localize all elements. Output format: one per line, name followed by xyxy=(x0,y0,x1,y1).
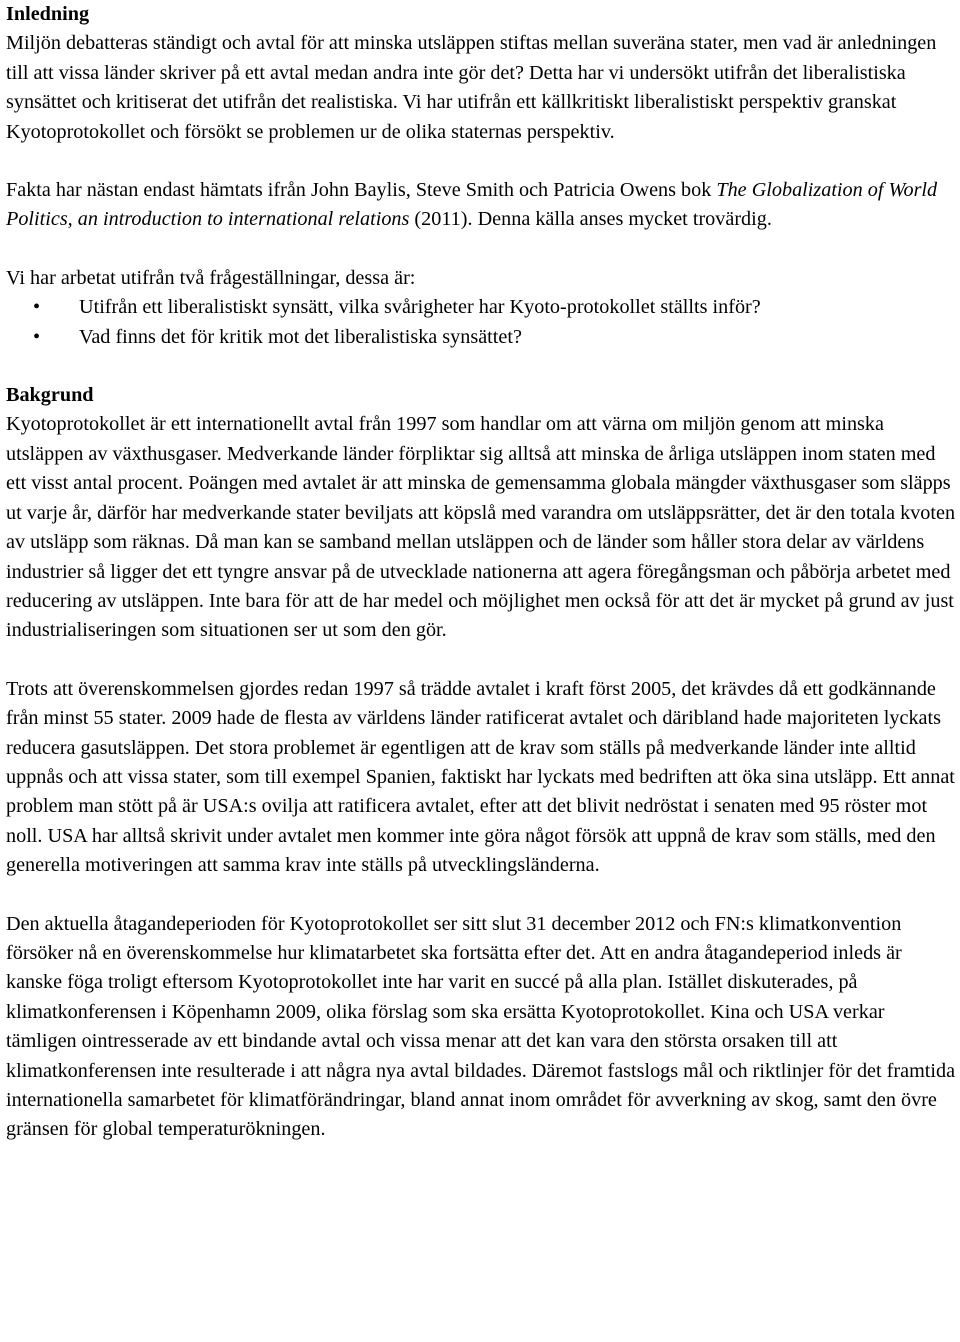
bullet-icon: • xyxy=(33,296,41,319)
research-questions-list xyxy=(6,293,958,352)
research-question-2: Vad finns det för kritik mot det liberalistiska synsättet? xyxy=(79,325,522,348)
list-item xyxy=(6,293,958,322)
book-title: The Globalization of World Politics, an introduction to international relations xyxy=(6,179,938,231)
intro-heading: Inledning xyxy=(6,3,90,25)
intro-paragraph-3: Vi har arbetat utifrån två frågeställningar, dessa är: xyxy=(6,266,416,289)
intro-paragraph-2-text-before: Fakta har nästan endast hämtats ifrån John Baylis, Steve Smith och Patricia Owens bok xyxy=(6,179,717,202)
intro-section xyxy=(6,0,958,352)
list-item xyxy=(6,323,958,352)
background-paragraph-3: Den aktuella åtagandeperioden för Kyotoprotokollet ser sitt slut 31 december 2012 och FN:s klimatkonvention försöker nå en överenskommelse hur klimatarbetet ska fortsätta efter det. Att en andra åtagandeperiod inleds är kanske föga troligt eftersom Kyotoprotokollet inte har varit en succé på alla plan. Istället diskuterades, på klimatkonferensen i Köpenhamn 2009, olika förslag som ska ersätta Kyotoprotokollet. Kina och USA verkar tämligen ointresserade av ett bindande avtal och vissa menar att det kan vara den största orsaken till att klimatkonferensen inte resulterade i att några nya avtal bildades. Däremot fastslogs mål och riktlinjer för det framtida internationella samarbetet för klimatförändringar, bland annat inom området för avverkning av skog, samt den övre gränsen för global temperaturökningen. xyxy=(6,912,956,1141)
intro-paragraph-2 xyxy=(6,176,958,235)
background-paragraph-1: Kyotoprotokollet är ett internationellt avtal från 1997 som handlar om att värna om miljön genom att minska utsläppen av växthusgaser. Medverkande länder förpliktar sig alltså att minska de årliga utsläppen inom staten med ett visst antal procent. Poängen med avtalet är att minska de gemensamma globala mängder växthusgaser som släpps ut varje år, därför har medverkande stater beviljats att köpslå med varandra om utsläppsrätter, det är den totala kvoten av utsläpp som räknas. Då man kan se samband mellan utsläppen och de länder som håller stora delar av världens industrier så ligger det ett tyngre ansvar på de utvecklade nationerna att agera föregångsman och påbörja arbetet med reducering av utsläppen. Inte bara för att de har medel och möjlighet men också för att det är mycket på grund av just industrialiseringen som situationen ser ut som den gör. xyxy=(6,413,956,642)
document-page xyxy=(6,0,958,1145)
intro-paragraph-2-text-after: (2011). Denna källa anses mycket trovärdig. xyxy=(409,208,772,231)
research-question-1: Utifrån ett liberalistiskt synsätt, vilka svårigheter har Kyoto-protokollet ställts inför? xyxy=(79,296,761,319)
bullet-icon: • xyxy=(33,325,41,348)
background-heading: Bakgrund xyxy=(6,384,94,407)
intro-paragraph-1: Miljön debatteras ständigt och avtal för att minska utsläppen stiftas mellan suveräna stater, men vad är anledningen till att vissa länder skriver på ett avtal medan andra inte gör det? Detta har vi undersökt utifrån det liberalistiska synsättet och kritiserat det utifrån det realistiska. Vi har utifrån ett källkritiskt liberalistiskt perspektiv granskat Kyotoprotokollet och försökt se problemen ur de olika staternas perspektiv. xyxy=(6,32,937,143)
background-section xyxy=(6,381,958,1145)
background-paragraph-2: Trots att överenskommelsen gjordes redan 1997 så trädde avtalet i kraft först 2005, det krävdes då ett godkännande från minst 55 stater. 2009 hade de flesta av världens länder ratificerat avtalet och däribland hade majoriteten lyckats reducera gasutsläppen. Det stora problemet är egentligen att de krav som ställs på medverkande länder inte alltid uppnås och att vissa stater, som till exempel Spanien, faktiskt har lyckats med bedriften att öka sina utsläpp. Ett annat problem man stött på är USA:s ovilja att ratificera avtalet, efter att det blivit nedröstat i senaten med 95 röster mot noll. USA har alltså skrivit under avtalet men kommer inte göra något försök att uppnå de krav som ställs, med den generella motiveringen att samma krav inte ställs på utvecklingsländerna. xyxy=(6,677,955,877)
